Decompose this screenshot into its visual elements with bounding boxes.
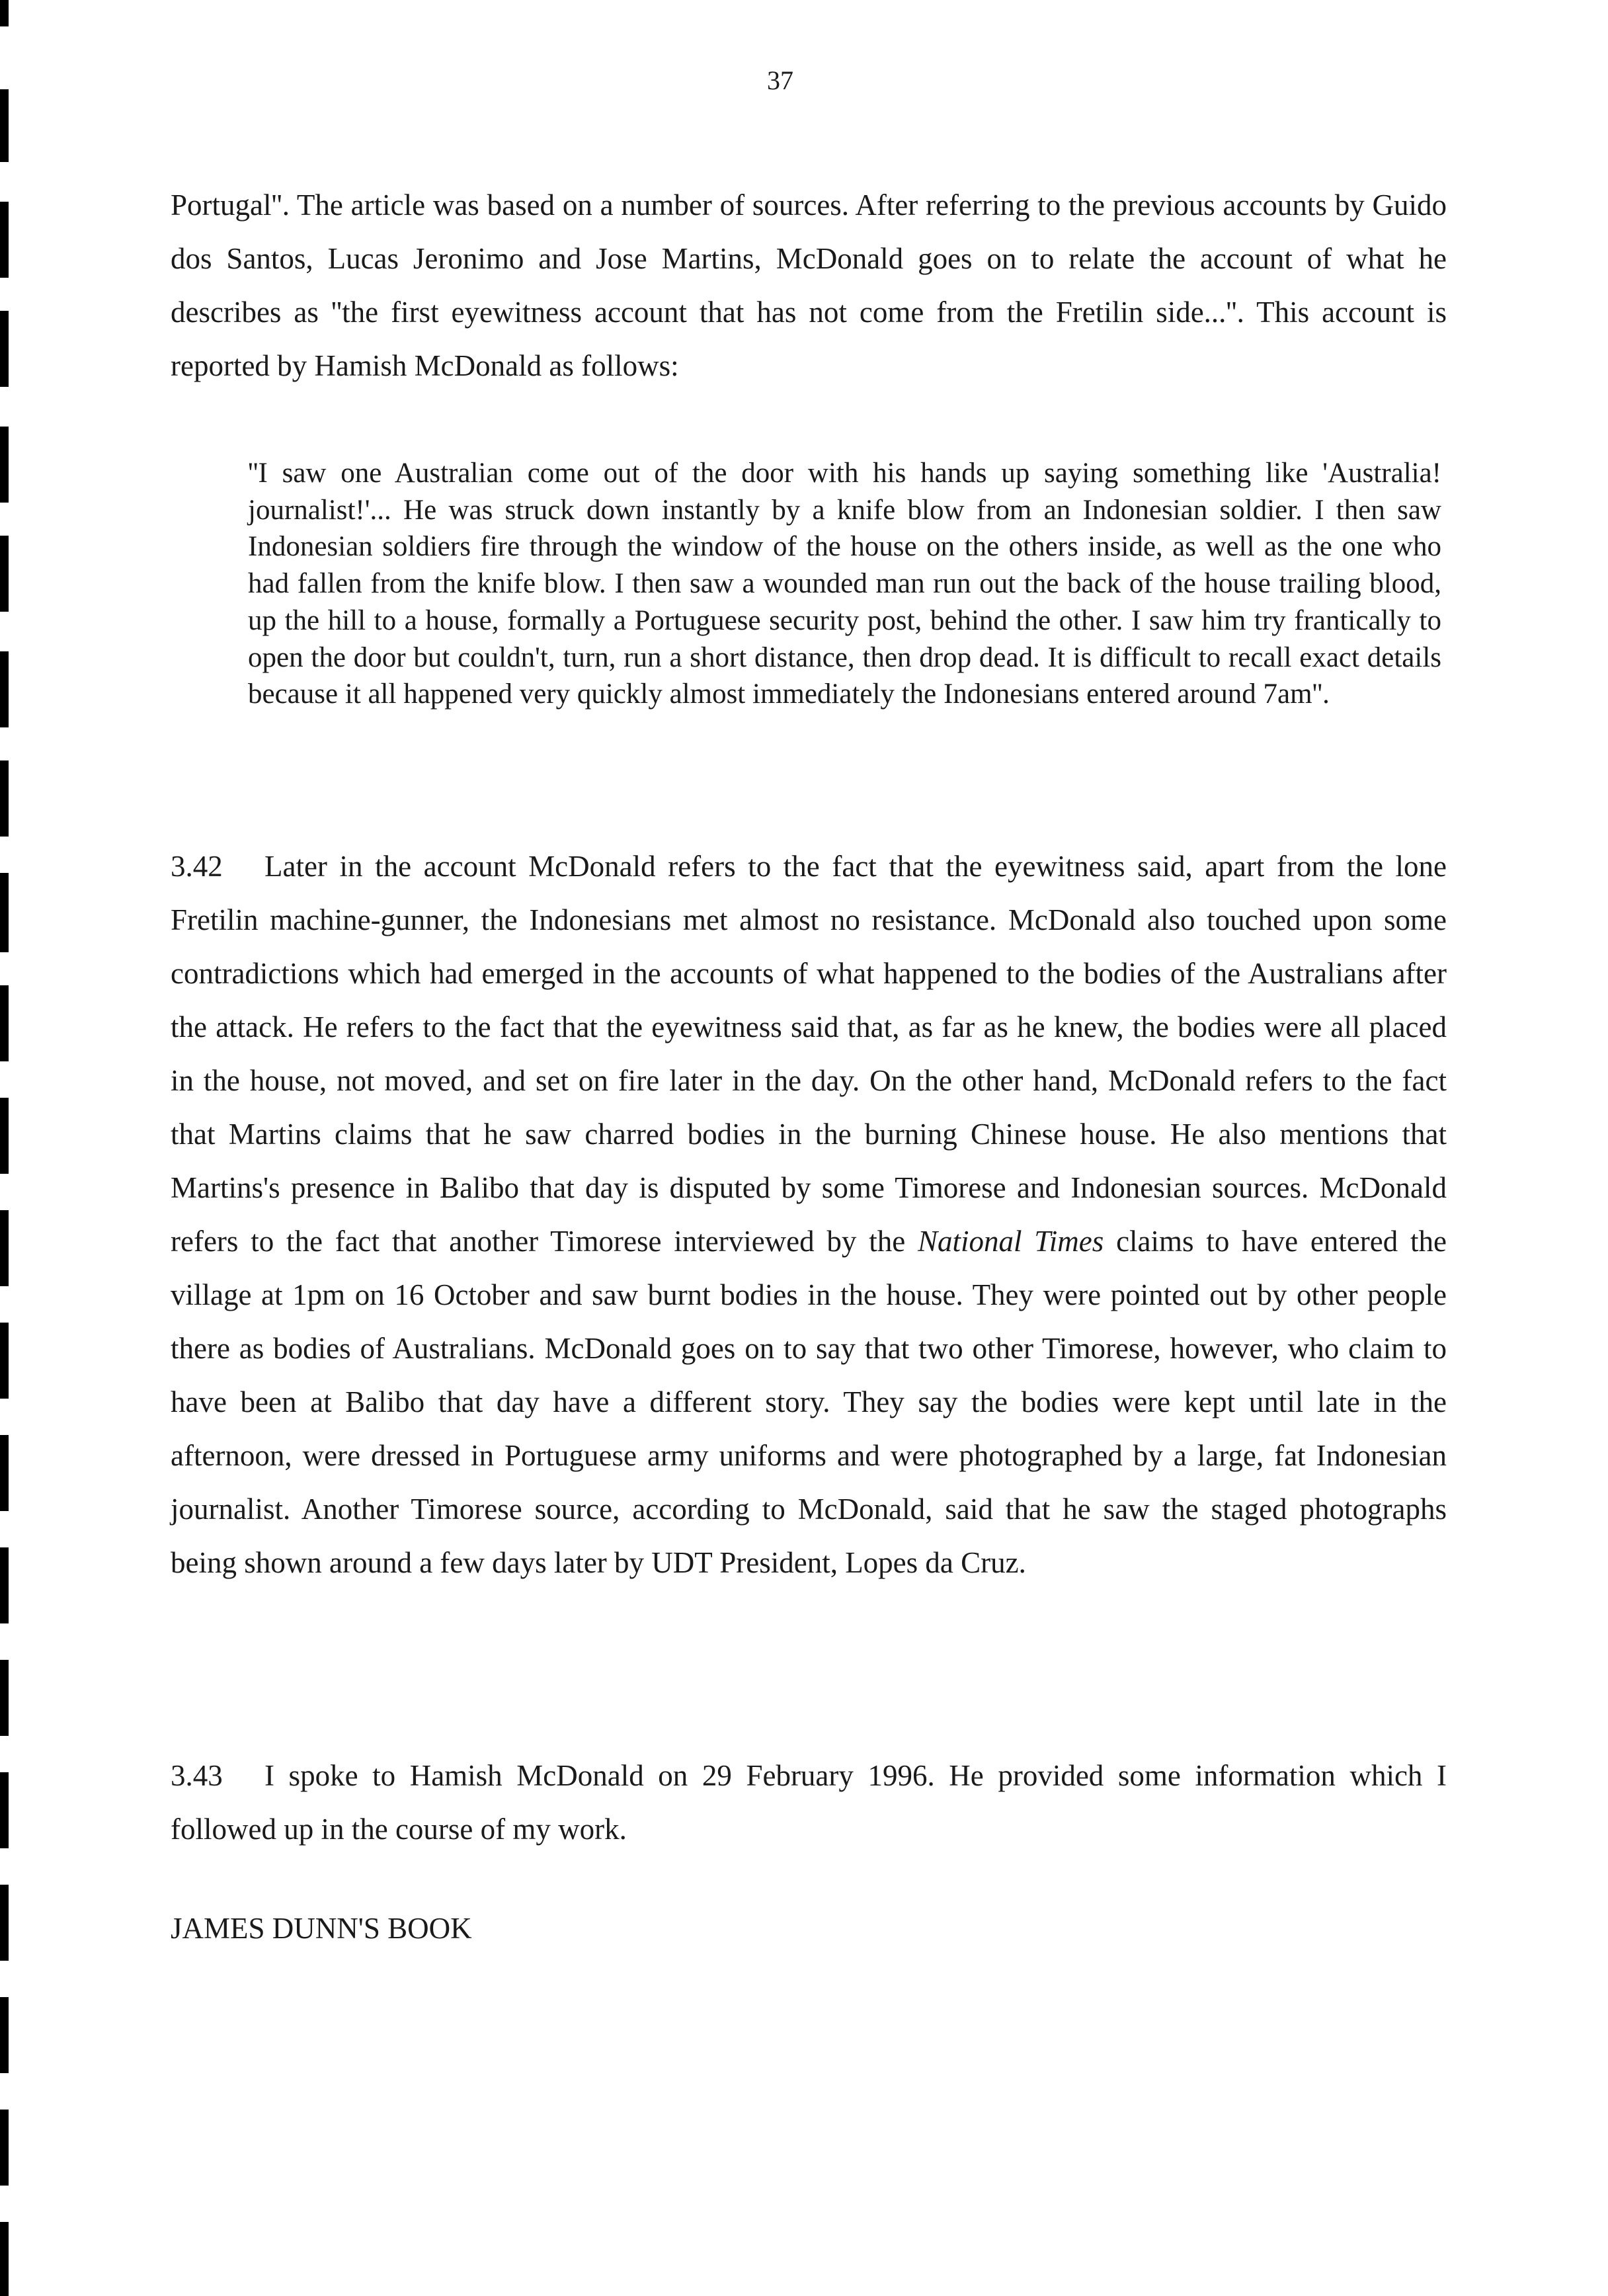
- paragraph-number: 3.43: [171, 1759, 223, 1792]
- binding-mark: [0, 1997, 9, 2073]
- binding-mark: [0, 1323, 9, 1399]
- binding-mark: [0, 0, 9, 26]
- binding-mark: [0, 311, 9, 387]
- binding-mark: [0, 89, 9, 162]
- binding-mark: [0, 1885, 9, 1961]
- binding-mark: [0, 651, 9, 727]
- paragraph-3-43: [171, 1749, 1447, 1856]
- binding-mark: [0, 2110, 9, 2186]
- paragraph-text: Later in the account McDonald refers to the fact that the eyewitness said, apart from the lone Fretilin machine-gunner, the Indonesians met almost no resistance. McDonald also touched upon some contradictions which had emerged in the accounts of what happened to the bodies of the Australians after the attack. He refers to the fact that the eyewitness said that, as far as he knew, the bodies were all placed in the house, not moved, and set on fire later in the day. On the other hand, McDonald refers to the fact that Martins claims that he saw charred bodies in the burning Chinese house. He also mentions that Martins's presence in Balibo that day is disputed by some Timorese and Indonesian sources. McDonald refers to the fact that another Timorese interviewed by the: [171, 850, 1447, 1258]
- binding-mark: [0, 1210, 9, 1286]
- binding-mark: [0, 1547, 9, 1623]
- binding-mark: [0, 1435, 9, 1511]
- binding-mark: [0, 1098, 9, 1174]
- binding-mark: [0, 985, 9, 1061]
- paragraph-number: 3.42: [171, 850, 223, 883]
- binding-mark: [0, 2222, 9, 2296]
- binding-mark: [0, 1660, 9, 1736]
- binding-mark: [0, 536, 9, 612]
- publication-title: National Times: [917, 1225, 1104, 1258]
- binding-mark: [0, 760, 9, 837]
- intro-paragraph: Portugal''. The article was based on a number of sources. After referring to the previous accounts by Guido dos Santos, Lucas Jeronimo and Jose Martins, McDonald goes on to relate the account of what he describes as ''the first eyewitness account that has not come from the Fretilin side...''. This account is reported by Hamish McDonald as follows:: [171, 188, 1447, 382]
- paragraph-text: I spoke to Hamish McDonald on 29 February 1996. He provided some information which I followed up in the course of my work.: [171, 1759, 1447, 1846]
- section-heading: JAMES DUNN'S BOOK: [171, 1912, 472, 1945]
- paragraph-3-42: [171, 840, 1447, 1590]
- page-number: 37: [767, 65, 793, 95]
- binding-mark: [0, 202, 9, 278]
- block-quote: ''I saw one Australian come out of the door with his hands up saying something like 'Australia! journalist!'... He was struck down instantly by a knife blow from an Indonesian soldier. I then saw Indonesian soldiers fire through the window of the house on the others inside, as well as the one who had fallen from the knife blow. I then saw a wounded man run out the back of the house trailing blood, up the hill to a house, formally a Portuguese security post, behind the other. I saw him try frantically to open the door but couldn't, turn, run a short distance, then drop dead. It is difficult to recall exact details because it all happened very quickly almost immediately the Indonesians entered around 7am''.: [248, 458, 1441, 710]
- binding-mark: [0, 1772, 9, 1848]
- paragraph-text: claims to have entered the village at 1pm on 16 October and saw burnt bodies in the house. They were pointed out by other people there as bodies of Australians. McDonald goes on to say that two other Timorese, however, who claim to have been at Balibo that day have a different story. They say the bodies were kept until late in the afternoon, were dressed in Portuguese army uniforms and were photographed by a large, fat Indonesian journalist. Another Timorese source, according to McDonald, said that he saw the staged photographs being shown around a few days later by UDT President, Lopes da Cruz.: [171, 1225, 1447, 1579]
- binding-mark: [0, 427, 9, 503]
- binding-mark: [0, 873, 9, 952]
